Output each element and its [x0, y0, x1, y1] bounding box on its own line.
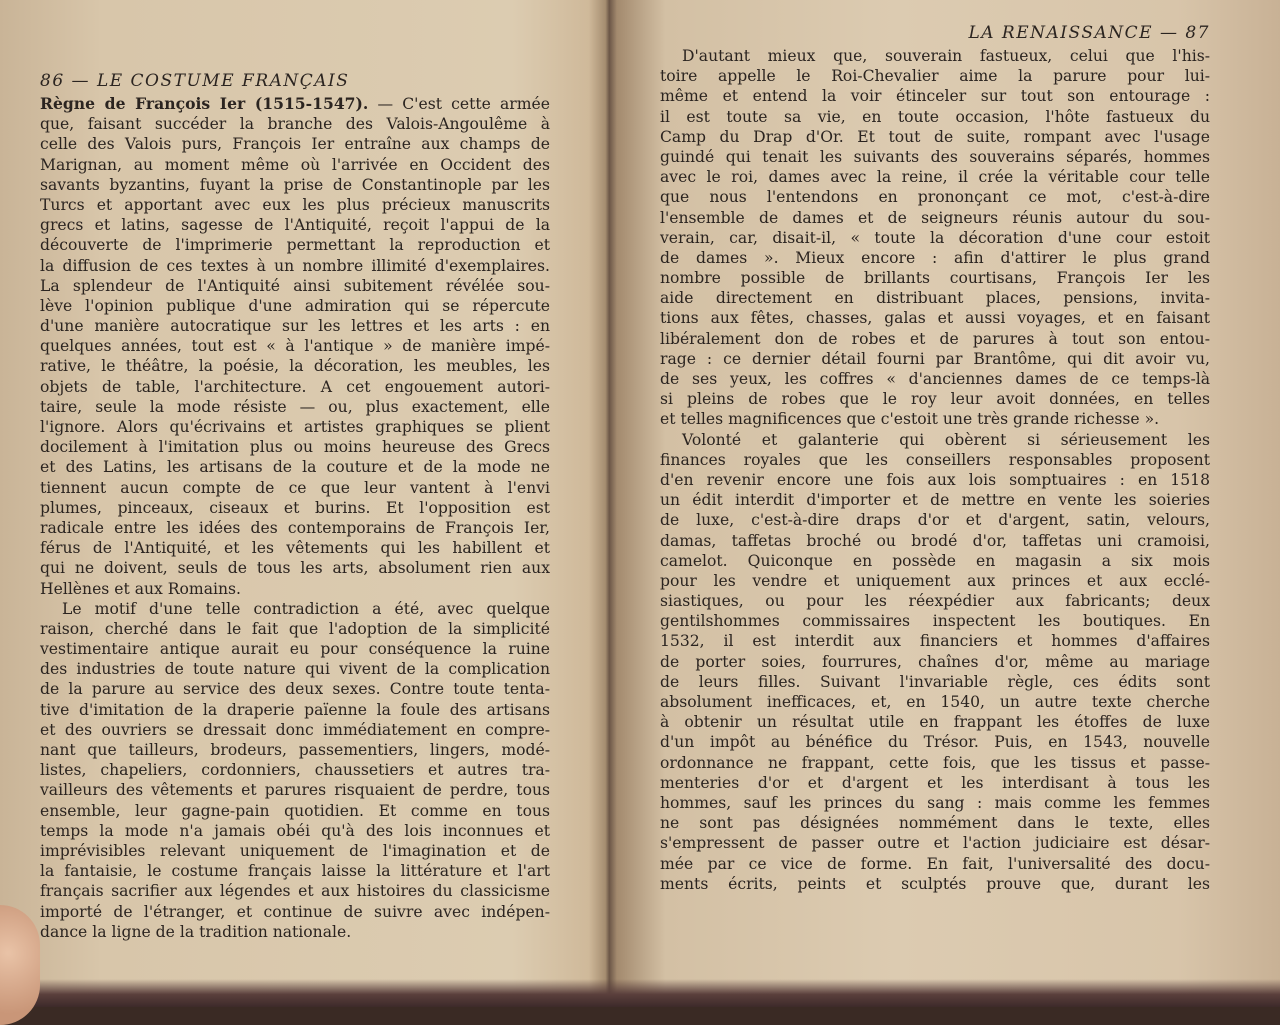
line-text: rage : ce dernier détail fourni par Brantôme, qui dit avoir vu,: [660, 349, 1210, 368]
line-text: objets de table, l'architecture. A cet engouement autori-: [40, 377, 550, 396]
line-text: camelot. Quiconque en possède en magasin a six mois: [660, 551, 1210, 570]
text-line: [660, 854, 1210, 874]
line-text: finances royales que les conseillers responsables proposent: [660, 450, 1210, 469]
text-line: [40, 619, 550, 639]
text-line: [660, 652, 1210, 672]
line-text: Hellènes et aux Romains.: [40, 579, 242, 598]
text-line: [40, 94, 550, 114]
text-line: [660, 833, 1210, 853]
line-text: il est toute sa vie, en toute occasion, l'hôte fastueux du: [660, 107, 1210, 126]
line-text: listes, chapeliers, cordonniers, chaussetiers et autres tra-: [40, 761, 550, 780]
text-line: [660, 813, 1210, 833]
text-line: [40, 599, 550, 619]
line-text: rative, le théâtre, la poésie, la décoration, les meubles, les: [40, 357, 550, 376]
text-line: [660, 692, 1210, 712]
line-text: ments écrits, peints et sculptés prouve que, durant les: [660, 874, 1210, 893]
left-page: [40, 68, 550, 942]
text-line: [40, 780, 550, 800]
text-line: [40, 114, 550, 134]
line-text: et telles magnificences que c'estoit une très grande richesse ».: [660, 410, 1160, 429]
line-text: Turcs et apportant avec eux les plus précieux manuscrits: [40, 195, 550, 214]
text-line: [40, 276, 550, 296]
text-line: [40, 134, 550, 154]
text-line: [660, 672, 1210, 692]
text-line: [660, 409, 1210, 429]
text-line: [660, 571, 1210, 591]
text-line: [660, 268, 1210, 288]
text-line: [660, 46, 1210, 66]
text-line: [40, 316, 550, 336]
text-line: [660, 531, 1210, 551]
text-line: [660, 167, 1210, 187]
line-text: damas, taffetas broché ou brodé d'or, taffetas uni cramoisi,: [660, 531, 1210, 550]
line-text: libéralement don de robes et de parures à tout son entou-: [660, 329, 1210, 348]
line-text: aide directement en distribuant places, pensions, invita-: [660, 289, 1210, 308]
right-page-header: LA RENAISSANCE — 87: [968, 23, 1210, 43]
text-line: [40, 498, 550, 518]
text-line: [660, 248, 1210, 268]
text-line: [660, 208, 1210, 228]
text-line: [40, 235, 550, 255]
text-line: [40, 821, 550, 841]
line-text: vestimentaire antique aurait eu pour conséquence la ruine: [40, 640, 550, 659]
line-text: découverte de l'imprimerie permettant la reproduction et: [40, 236, 550, 255]
line-text: de leurs filles. Suivant l'invariable règle, ces édits sont: [660, 672, 1210, 691]
line-text: guindé qui tenait les suivants des souverains séparés, hommes: [660, 147, 1210, 166]
line-text: tiennent aucun compte de ce que leur vantent à l'envi: [40, 478, 550, 497]
left-page-header: 86 — LE COSTUME FRANÇAIS: [40, 71, 350, 91]
thumb: [0, 905, 40, 1025]
line-text: ordonnance ne frappant, cette fois, que les tissus et passe-: [660, 753, 1210, 772]
line-text: absolument inefficaces, et, en 1540, un autre texte cherche: [660, 693, 1210, 711]
line-text: l'ensemble de dames et de seigneurs réunis autour du sou-: [660, 208, 1210, 227]
text-line: [40, 558, 550, 578]
line-text: nant que tailleurs, brodeurs, passementiers, lingers, modé-: [40, 741, 550, 759]
section-heading: Règne de François Ier (1515-1547).: [40, 94, 369, 113]
line-text: s'empressent de passer outre et l'action judiciaire est désar-: [660, 834, 1210, 853]
line-text: la diffusion de ces textes à un nombre illimité d'exemplaires.: [40, 256, 550, 275]
text-line: [40, 679, 550, 699]
line-text: tions aux fêtes, chasses, galas et aussi voyages, et en faisant: [660, 309, 1210, 328]
line-text: docilement à l'imitation plus ou moins heureuse des Grecs: [40, 438, 550, 457]
book-edge: [0, 979, 1280, 1007]
text-line: [660, 66, 1210, 86]
line-text: français sacrifier aux légendes et aux histoires du classicisme: [40, 882, 550, 901]
line-text: à obtenir un résultat utile en frappant les étoffes de luxe: [660, 713, 1210, 732]
line-text: vailleurs des vêtements et parures risquaient de perdre, tous: [40, 781, 550, 800]
line-text: Camp du Drap d'Or. Et tout de suite, rompant avec l'usage: [660, 127, 1210, 146]
text-line: [40, 175, 550, 195]
line-text: La splendeur de l'Antiquité ainsi subitement révélée sou-: [40, 276, 550, 295]
right-page-text: [660, 46, 1210, 894]
text-line: [40, 397, 550, 417]
text-line: [660, 793, 1210, 813]
text-line: [660, 389, 1210, 409]
line-text: et des Latins, les artisans de la couture et de la mode ne: [40, 458, 550, 477]
text-line: [660, 773, 1210, 793]
line-text: de luxe, c'est-à-dire draps d'or et d'argent, satin, velours,: [660, 511, 1210, 530]
text-line: [40, 215, 550, 235]
text-line: [660, 450, 1210, 470]
text-line: [660, 369, 1210, 389]
text-line: [40, 195, 550, 215]
line-text: hommes, sauf les princes du sang : mais comme les femmes: [660, 793, 1210, 812]
text-line: [660, 510, 1210, 530]
text-line: [660, 127, 1210, 147]
line-text: lève l'opinion publique d'une admiration qui se répercute: [40, 296, 550, 315]
text-line: [40, 740, 550, 760]
line-text: menteries d'or et d'argent et les interdisant à tous les: [660, 773, 1210, 792]
text-line: [660, 874, 1210, 894]
text-line: [40, 902, 550, 922]
line-text: un édit interdit d'importer et de mettre en vente les soieries: [660, 491, 1210, 510]
line-text: celle des Valois purs, François Ier entraîne aux champs de: [40, 135, 550, 154]
text-line: [660, 591, 1210, 611]
line-text: — C'est cette armée: [368, 95, 551, 113]
text-line: [660, 147, 1210, 167]
text-line: [40, 377, 550, 397]
line-text: Volonté et galanterie qui obèrent si sérieusement les: [682, 430, 1210, 449]
line-text: imprévisibles relevant uniquement de l'imagination et de: [40, 841, 550, 860]
line-text: importé de l'étranger, et continue de suivre avec indépen-: [40, 902, 550, 921]
text-line: [40, 296, 550, 316]
text-line: [40, 336, 550, 356]
text-line: [40, 417, 550, 437]
text-line: [40, 659, 550, 679]
text-line: [40, 155, 550, 175]
line-text: de la parure au service des deux sexes. Contre toute tenta-: [40, 680, 550, 699]
text-line: [660, 490, 1210, 510]
text-line: [660, 430, 1210, 450]
text-line: [40, 841, 550, 861]
line-text: D'autant mieux que, souverain fastueux, celui que l'his-: [682, 47, 1210, 65]
text-line: [40, 457, 550, 477]
text-line: [40, 518, 550, 538]
line-text: d'en revenir encore une fois aux lois somptuaires : en 1518: [660, 470, 1210, 489]
text-line: [40, 700, 550, 720]
line-text: qui ne doivent, seuls de tous les arts, absolument rien aux: [40, 559, 550, 578]
line-text: grecs et latins, sagesse de l'Antiquité, reçoit l'appui de la: [40, 216, 550, 235]
right-page: [660, 20, 1210, 894]
line-text: nombre possible de brillants courtisans, François Ier les: [660, 269, 1210, 288]
line-text: verain, car, disait-il, « toute la décoration d'une cour estoit: [660, 228, 1210, 247]
line-text: l'ignore. Alors qu'écrivains et artistes graphiques se plient: [40, 418, 550, 436]
line-text: des industries de toute nature qui vivent de la complication: [40, 660, 550, 679]
text-line: [660, 712, 1210, 732]
line-text: de porter soies, fourrures, chaînes d'or, même au mariage: [660, 652, 1210, 671]
line-text: d'une manière autocratique sur les lettres et les arts : en: [40, 317, 550, 336]
text-line: [40, 356, 550, 376]
text-line: [660, 732, 1210, 752]
line-text: savants byzantins, fuyant la prise de Constantinople par les: [40, 175, 550, 194]
line-text: ne sont pas désignées nommément dans le texte, elles: [660, 814, 1210, 833]
text-line: [40, 881, 550, 901]
left-page-text: [40, 94, 550, 942]
line-text: gentilshommes commissaires inspectent les boutiques. En: [660, 612, 1210, 631]
line-text: temps la mode n'a jamais obéi qu'à des lois inconnues et: [40, 821, 550, 840]
text-line: [660, 753, 1210, 773]
text-line: [40, 801, 550, 821]
text-line: [40, 720, 550, 740]
line-text: Le motif d'une telle contradiction a été, avec quelque: [62, 599, 550, 618]
text-line: [40, 922, 550, 942]
text-line: [40, 579, 550, 599]
line-text: la fantaisie, le costume français laisse la littérature et l'art: [40, 862, 550, 881]
text-line: [660, 329, 1210, 349]
text-line: [660, 551, 1210, 571]
line-text: mée par ce vice de forme. En fait, l'universalité des docu-: [660, 854, 1210, 873]
line-text: raison, cherché dans le fait que l'adoption de la simplicité: [40, 619, 550, 638]
line-text: 1532, il est interdit aux financiers et hommes d'affaires: [660, 632, 1210, 651]
text-line: [660, 611, 1210, 631]
text-line: [660, 288, 1210, 308]
text-line: [660, 86, 1210, 106]
text-line: [660, 349, 1210, 369]
line-text: même et entend la voir étinceler sur tout son entourage :: [660, 87, 1210, 106]
line-text: radicale entre les idées des contemporains de François Ier,: [40, 518, 550, 537]
line-text: que nous l'entendons en prononçant ce mot, c'est-à-dire: [660, 188, 1210, 207]
text-line: [40, 478, 550, 498]
line-text: tive d'imitation de la draperie païenne la foule des artisans: [40, 700, 550, 719]
line-text: de dames ». Mieux encore : afin d'attirer le plus grand: [660, 248, 1210, 267]
text-line: [660, 470, 1210, 490]
line-text: si pleins de robes que le roy leur avoit données, en telles: [660, 390, 1210, 409]
line-text: Marignan, au moment même où l'arrivée en Occident des: [40, 155, 550, 174]
line-text: taire, seule la mode résiste — ou, plus exactement, elle: [40, 397, 550, 416]
line-text: toire appelle le Roi-Chevalier aime la parure pour lui-: [660, 67, 1210, 86]
text-line: [40, 437, 550, 457]
text-line: [40, 639, 550, 659]
line-text: quelques années, tout est « à l'antique » de manière impé-: [40, 337, 550, 356]
line-text: ensemble, leur gagne-pain quotidien. Et comme en tous: [40, 801, 550, 820]
text-line: [40, 861, 550, 881]
line-text: siastiques, ou pour les réexpédier aux fabricants; deux: [660, 592, 1210, 611]
line-text: avec le roi, dames avec la reine, il crée la véritable cour telle: [660, 168, 1210, 187]
line-text: plumes, pinceaux, ciseaux et burins. Et l'opposition est: [40, 498, 550, 517]
text-line: [660, 187, 1210, 207]
line-text: et des ouvriers se dressait donc immédiatement en compre-: [40, 720, 550, 739]
line-text: de ses yeux, les coffres « d'anciennes dames de ce temps-là: [660, 370, 1210, 388]
line-text: que, faisant succéder la branche des Valois-Angoulême à: [40, 115, 550, 134]
text-line: [660, 228, 1210, 248]
line-text: pour les vendre et uniquement aux princes et aux ecclé-: [660, 571, 1210, 590]
text-line: [660, 631, 1210, 651]
text-line: [40, 538, 550, 558]
text-line: [660, 308, 1210, 328]
line-text: férus de l'Antiquité, et les vêtements qui les habillent et: [40, 539, 550, 558]
text-line: [40, 760, 550, 780]
text-line: [40, 256, 550, 276]
line-text: d'un impôt au bénéfice du Trésor. Puis, en 1543, nouvelle: [660, 733, 1210, 752]
text-line: [660, 107, 1210, 127]
line-text: dance la ligne de la tradition nationale.: [40, 922, 352, 941]
